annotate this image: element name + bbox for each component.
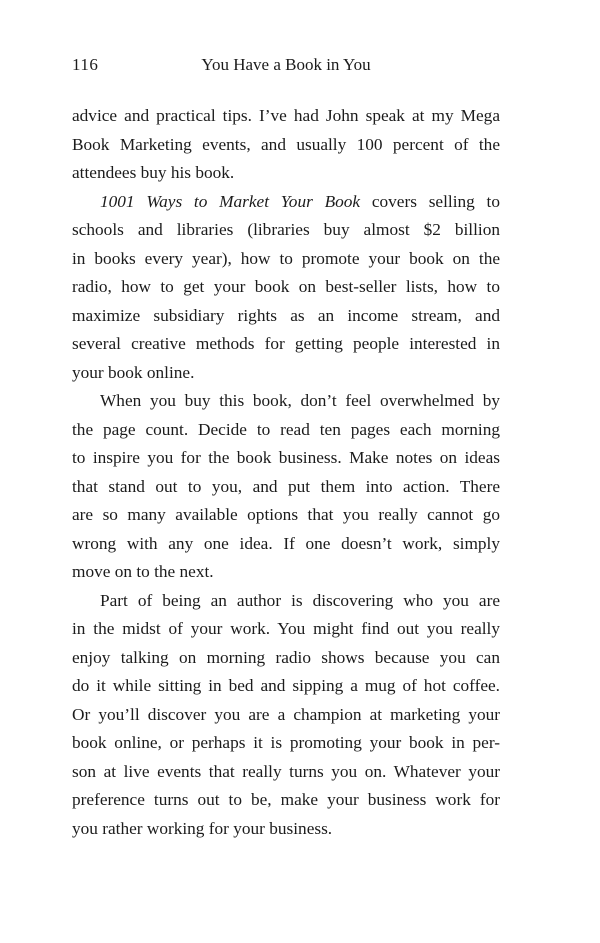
text-line: son at live events that really turns you on. Whatever your (72, 761, 500, 781)
text-line: preference turns out to be, make your business work for (72, 790, 500, 809)
text-line: in the midst of your work. You might find out you really (72, 619, 500, 638)
text-line: Part of being an author is discovering who you are (100, 590, 500, 610)
text-line: you rather working for your business. (72, 818, 333, 838)
text-line: in books every year), how to promote your book on the (72, 248, 500, 268)
text-line: are so many available options that you really cannot go (72, 505, 500, 524)
line-text: covers selling to (360, 191, 500, 211)
text-line: your book online. (72, 362, 195, 382)
page-header (72, 55, 500, 79)
paragraph (72, 188, 500, 388)
text-line (72, 188, 500, 217)
book-title: 1001 Ways to Market Your Book (100, 191, 361, 211)
text-line: When you buy this book, don’t feel overwhelmed by (100, 391, 500, 410)
running-title: You Have a Book in You (201, 55, 371, 74)
text-line: do it while sitting in bed and sipping a mug of hot coffee. (72, 676, 500, 695)
text-line: the page count. Decide to read ten pages each morning (72, 419, 500, 439)
text-line: several creative methods for getting people interested in (72, 334, 500, 353)
paragraph (72, 102, 500, 188)
text-line: Book Marketing events, and usually 100 percent of the (72, 134, 500, 154)
text-line: move on to the next. (72, 562, 214, 581)
text-line: advice and practical tips. I’ve had John speak at my Mega (72, 106, 500, 125)
paragraph (72, 587, 500, 844)
text-line: enjoy talking on morning radio shows because you can (72, 647, 500, 667)
text-line: radio, how to get your book on best-seller lists, how to (72, 277, 500, 296)
paragraph (72, 387, 500, 587)
text-line: maximize subsidiary rights as an income stream, and (72, 305, 500, 325)
text-line: book online, or perhaps it is promoting your book in per- (72, 733, 500, 752)
text-line: attendees buy his book. (72, 163, 235, 182)
text-line: to inspire you for the book business. Make notes on ideas (72, 448, 500, 467)
page-body (72, 102, 500, 843)
text-line: Or you’ll discover you are a champion at marketing your (72, 704, 500, 724)
text-line: wrong with any one idea. If one doesn’t work, simply (72, 533, 500, 553)
page-number: 116 (72, 55, 99, 74)
text-line: that stand out to you, and put them into action. There (72, 476, 500, 496)
text-line: schools and libraries (libraries buy almost $2 billion (72, 220, 500, 239)
